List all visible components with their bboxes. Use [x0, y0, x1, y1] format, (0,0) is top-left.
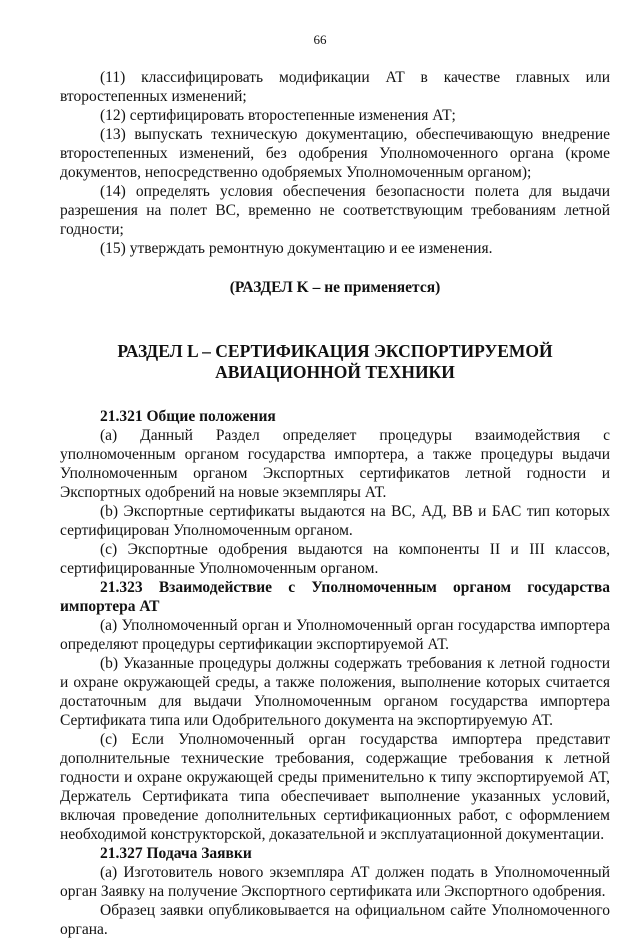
clause-21-323-b: (b) Указанные процедуры должны содержать требования к летной годности и охране окружающей среды, а также положения, выполнение которых считается достаточным для выдачи Уполномоченным органом государства импортера Сертификата типа или Одобрительного документа на экспортируемую АТ. [60, 655, 610, 729]
clause-21-321-a: (a) Данный Раздел определяет процедуры взаимодействия с уполномоченным органом государства импортера, а также процедуры выдачи Уполномоченным органом Экспортных сертификатов летной годности и Экспортных одобрений на новые экземпляры АТ. [60, 427, 610, 501]
section-k-heading: (РАЗДЕЛ K – не применяется) [229, 279, 441, 296]
clause-21-327-title: 21.327 Подача Заявки [100, 845, 252, 862]
clause-21-327-note: Образец заявки опубликовывается на официальном сайте Уполномоченного органа. [60, 902, 610, 938]
clause-21-321-c: (c) Экспортные одобрения выдаются на компоненты II и III классов, сертифицированные Уполномоченным органом. [60, 541, 610, 577]
clause-21-323-c: (c) Если Уполномоченный орган государства импортера представит дополнительные технические требования, содержащие требования к летной годности и охране окружающей среды применительно к типу экспортируемой АТ, Держатель Сертификата типа обеспечивает выполнение указанных условий, включая проведение дополнительных сертификационных работ, с оформлением необходимой конструкторской, доказательной и эксплуатационной документации. [60, 731, 610, 843]
clause-21-323-a: (a) Уполномоченный орган и Уполномоченный орган государства импортера определяют процедуры сертификации экспортируемой АТ. [60, 617, 610, 653]
item-15: (15) утверждать ремонтную документацию и ее изменения. [100, 240, 493, 257]
item-11: (11) классифицировать модификации АТ в качестве главных или второстепенных изменений; [60, 69, 610, 105]
item-12: (12) сертифицировать второстепенные изменения АТ; [100, 107, 456, 124]
clause-21-321-title: 21.321 Общие положения [100, 408, 276, 425]
clause-21-323-title: 21.323 Взаимодействие с Уполномоченным органом государства импортера АТ [60, 579, 610, 615]
section-l-heading: РАЗДЕЛ L – СЕРТИФИКАЦИЯ ЭКСПОРТИРУЕМОЙ АВИАЦИОННОЙ ТЕХНИКИ [117, 341, 553, 382]
clause-21-321-b: (b) Экспортные сертификаты выдаются на ВС, АД, ВВ и БАС тип которых сертифицирован Уполномоченным органом. [60, 503, 610, 539]
clause-21-327-a: (a) Изготовитель нового экземпляра АТ должен подать в Уполномоченный орган Заявку на получение Экспортного сертификата или Экспортного одобрения. [60, 864, 610, 900]
item-14: (14) определять условия обеспечения безопасности полета для выдачи разрешения на полет ВС, временно не соответствующим требованиям летной годности; [60, 183, 610, 238]
item-13: (13) выпускать техническую документацию, обеспечивающую внедрение второстепенных изменений, без одобрения Уполномоченного органа (кроме документов, непосредственно одобряемых Уполномоченным органом); [60, 126, 610, 181]
page-content [60, 68, 610, 939]
page-number: 66 [313, 32, 327, 47]
